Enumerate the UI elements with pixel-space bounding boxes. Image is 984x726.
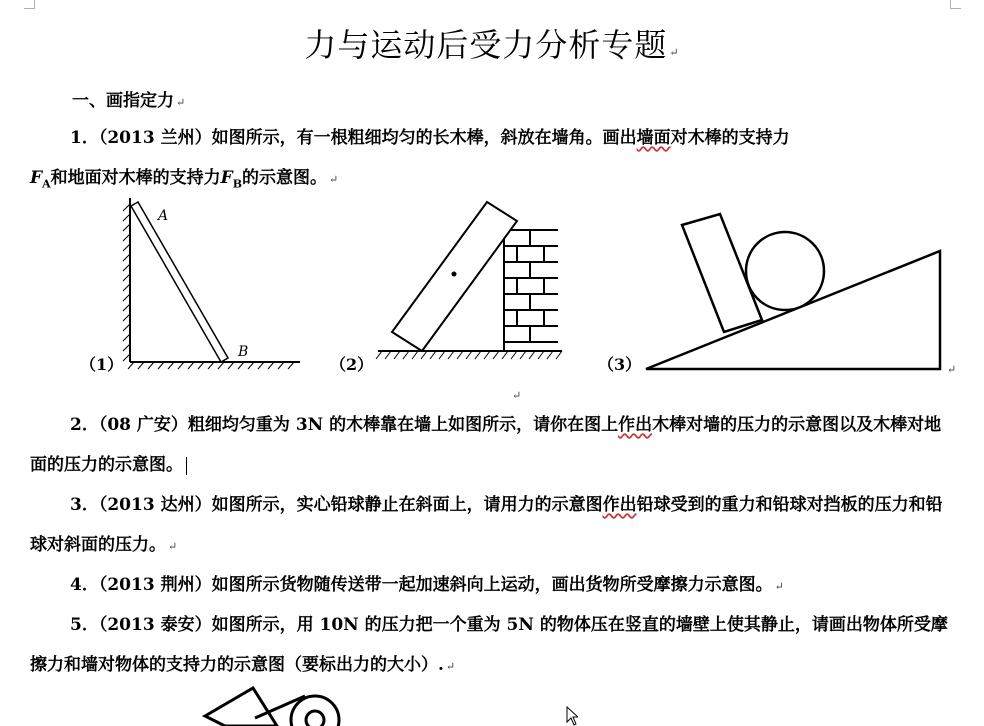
crop-mark-top-right [950,0,961,9]
page-title: 力与运动后受力分析专题 ↵ [304,26,680,64]
floor-hatch [128,362,300,369]
point-a-label: A [158,208,169,224]
lead-ball [746,232,824,310]
figure-1-label: （1） [80,355,124,374]
brick-wall [504,230,558,351]
question-4: 4．（2013 荆州）如图所示货物随传送带一起加速斜向上运动，画出货物所受摩擦力示意图。 ↵ [70,575,784,595]
rod-center-of-gravity [452,272,457,277]
cargo-box [205,688,277,726]
figure-1-rod-against-wall [120,192,305,372]
floor-hatch [376,351,562,359]
wooden-rod [392,202,517,351]
wooden-rod [131,202,228,362]
figure-3-label: （3） [598,355,642,374]
question-1: 1．（2013 兰州）如图所示，有一根粗细均匀的长木棒，斜放在墙角。画出墙面对木棒的支持力 $F_A$和地面对木棒的支持力$F_B$的示意图。 ↵ [30,128,790,191]
section-heading: 一、画指定力 ↵ [72,91,186,111]
question-3: 3．（2013 达州）如图所示，实心铅球静止在斜面上，请用力的示意图作出铅球受到的重力和铅球对挡板的压力和铅球对斜面的压力。 ↵ [30,495,943,555]
figure-row-return-mark: ↵ [947,363,957,376]
mouse-pointer-icon [566,706,578,726]
point-b-label: B [238,344,249,360]
empty-line-return-mark: ↵ [512,389,522,402]
crop-mark-top-left [24,0,35,9]
figure-3-ball-on-incline [640,205,955,375]
figure-4-conveyor-partial [195,684,375,726]
figure-2-rod-against-brick-wall [372,196,567,371]
question-2: 2．（08 广安）粗细均匀重为 3N 的木棒靠在墙上如图所示，请你在图上作出木棒对墙的压力的示意图以及木棒对地面的压力的示意图。 [30,415,942,475]
text-cursor [186,457,187,475]
figure-2-label: （2） [330,355,374,374]
question-5: 5．（2013 泰安）如图所示，用 10N 的压力把一个重为 5N 的物体压在竖直的墙壁上使其静止，请画出物体所受摩擦力和墙对物体的支持力的示意图（要标出力的大小）. ↵ [30,615,948,675]
wall-hatch [123,198,130,362]
